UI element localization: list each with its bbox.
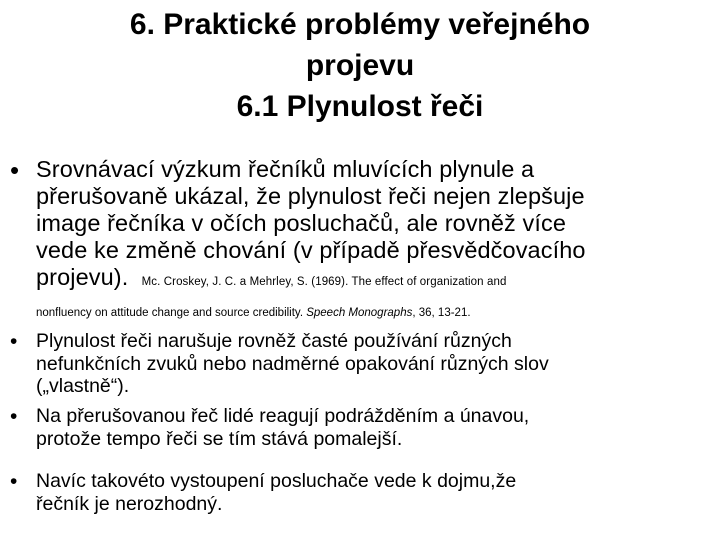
bullet-2-line-3: („vlastně“). — [36, 375, 130, 397]
citation-volume-pages: , 36, 13-21. — [412, 307, 471, 319]
title-line-1: 6. Praktické problémy veřejného — [129, 8, 591, 41]
bullet-2-line-2: nefunkčních zvuků nebo nadměrné opakování různých slov — [36, 352, 549, 375]
bullet-marker: • — [10, 155, 20, 185]
bullet-4-line-1: Navíc takovéto vystoupení posluchače vede k dojmu,že — [36, 470, 517, 492]
bullet-1-line-5 — [36, 264, 716, 296]
bullet-4-line-2: řečník je nerozhodný. — [36, 492, 223, 515]
bullet-marker: • — [10, 405, 18, 428]
citation-authors: Mc. Croskey, J. C. a Mehrley, S. (1969). The effect of organization and — [141, 276, 507, 288]
bullet-item-1 — [36, 156, 716, 296]
title-line-2: projevu — [305, 49, 415, 82]
citation — [36, 306, 716, 320]
bullet-item-4 — [36, 470, 716, 515]
bullet-item-3 — [36, 405, 716, 450]
bullet-marker: • — [10, 330, 18, 353]
bullet-marker: • — [10, 470, 18, 493]
bullet-2-line-1: Plynulost řeči narušuje rovněž časté používání různých — [36, 330, 512, 352]
bullet-1-line-3: image řečníka v očích posluchačů, ale rovněž více — [36, 210, 567, 236]
bullet-1-line-1: Srovnávací výzkum řečníků mluvících plynule a — [36, 156, 535, 182]
bullet-3-line-2: protože tempo řeči se tím stává pomalejší. — [36, 427, 403, 450]
bullet-3-line-1: Na přerušovanou řeč lidé reagují podrážděním a únavou, — [36, 405, 530, 427]
bullet-item-2 — [36, 330, 716, 398]
bullet-1-line-2: přerušovaně ukázal, že plynulost řeči nejen zlepšuje — [36, 183, 585, 209]
title-line-3: 6.1 Plynulost řeči — [236, 90, 484, 123]
citation-line-2 — [36, 306, 716, 320]
bullet-1-last-line: projevu). — [36, 264, 129, 290]
citation-source: Speech Monographs — [306, 307, 413, 319]
bullet-1-line-4: vede ke změně chování (v případě přesvědčovacího — [36, 237, 586, 263]
citation-text: nonfluency on attitude change and source credibility. — [36, 307, 307, 319]
